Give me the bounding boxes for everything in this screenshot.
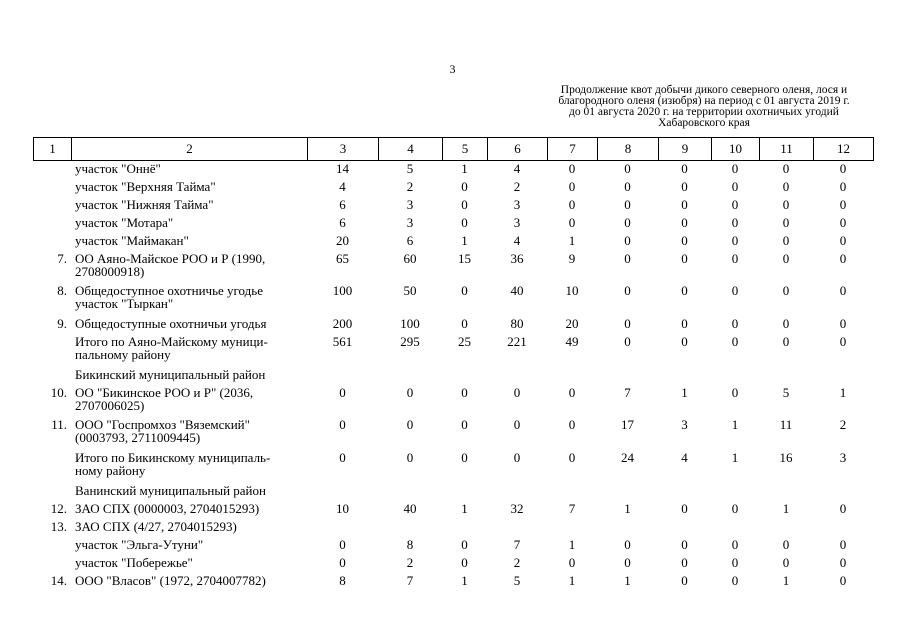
quota-value-col-5: 0 xyxy=(461,316,468,331)
row-name xyxy=(71,368,307,386)
row-name-line: Бикинский муниципальный район xyxy=(75,367,266,382)
quota-value-col-11: 11 xyxy=(779,417,793,432)
quota-value-col-8: 0 xyxy=(624,334,631,349)
quota-value-col-8 xyxy=(597,520,658,538)
quota-value-col-12: 0 xyxy=(839,233,847,248)
quota-value-col-9: 0 xyxy=(681,334,688,349)
row-name-line: ЗАО СПХ (4/27, 2704015293) xyxy=(75,519,237,534)
quota-value-col-3: 0 xyxy=(339,537,346,552)
quota-value-col-12 xyxy=(813,484,873,502)
quota-value-col-8: 1 xyxy=(624,501,631,516)
row-name xyxy=(71,484,307,502)
quota-value-col-4: 3 xyxy=(406,197,414,212)
quota-value-col-3: 65 xyxy=(336,251,349,266)
quota-value-col-7: 49 xyxy=(565,334,579,349)
quota-value-col-10: 0 xyxy=(731,179,739,194)
quota-value-col-11: 1 xyxy=(782,501,790,516)
quota-value-col-12: 0 xyxy=(839,215,847,230)
row-name-line: Итого по Аяно-Майскому муници- xyxy=(75,334,268,349)
row-name-line: ООО "Госпромхоз "Вяземский" xyxy=(75,417,250,432)
quota-value-col-5: 0 xyxy=(461,179,468,194)
quota-value-col-12: 0 xyxy=(839,283,847,298)
header-cell: 8 xyxy=(598,138,659,161)
quota-value-col-11 xyxy=(759,484,813,502)
quota-value-col-12: 2 xyxy=(839,417,847,432)
row-number: 13. xyxy=(50,519,67,534)
quota-value-col-11: 0 xyxy=(782,251,790,266)
quota-value-col-10 xyxy=(711,520,759,538)
quota-value-col-6 xyxy=(487,520,547,538)
header-cell: 6 xyxy=(488,138,548,161)
quota-value-col-12: 0 xyxy=(839,501,847,516)
quota-value-col-3: 561 xyxy=(332,334,353,349)
quota-value-col-12: 0 xyxy=(839,197,847,212)
quota-value-col-6: 5 xyxy=(513,573,521,588)
row-name-line: участок "Побережье" xyxy=(75,555,193,570)
quota-value-col-3: 200 xyxy=(332,316,353,331)
quota-value-col-10: 0 xyxy=(731,233,739,248)
quota-value-col-4 xyxy=(378,368,442,386)
quota-value-col-11: 0 xyxy=(782,537,790,552)
quota-value-col-9: 0 xyxy=(681,555,688,570)
row-name xyxy=(71,180,307,198)
quota-value-col-10 xyxy=(711,368,759,386)
quota-value-col-7 xyxy=(547,368,597,386)
quota-value-col-8: 1 xyxy=(624,573,631,588)
quota-value-col-7: 1 xyxy=(568,233,576,248)
header-cell: 5 xyxy=(443,138,488,161)
table-row xyxy=(33,335,873,368)
quota-value-col-4: 2 xyxy=(406,179,414,194)
row-number: 8. xyxy=(57,283,67,298)
quota-value-col-7: 0 xyxy=(568,215,576,230)
quota-value-col-9: 0 xyxy=(681,197,688,212)
quota-value-col-5: 25 xyxy=(458,334,471,349)
quota-value-col-7: 7 xyxy=(568,501,576,516)
header-cell: 2 xyxy=(72,138,308,161)
row-number xyxy=(33,556,71,574)
quota-value-col-11: 0 xyxy=(782,334,790,349)
table-row xyxy=(33,284,873,317)
quota-value-col-5 xyxy=(442,484,487,502)
row-name xyxy=(71,386,307,418)
quota-value-col-4: 0 xyxy=(406,385,414,400)
quota-value-col-9: 0 xyxy=(681,316,688,331)
quota-value-col-10: 0 xyxy=(731,537,739,552)
quota-value-col-11 xyxy=(759,520,813,538)
quota-value-col-3: 0 xyxy=(339,555,346,570)
quota-value-col-6: 80 xyxy=(510,316,524,331)
quota-value-col-5: 15 xyxy=(458,251,471,266)
row-number xyxy=(33,216,71,234)
row-name xyxy=(71,418,307,451)
quota-value-col-6 xyxy=(487,368,547,386)
table-row xyxy=(33,162,873,180)
quota-value-col-9: 4 xyxy=(681,450,688,465)
quota-value-col-5: 0 xyxy=(461,417,468,432)
quota-value-col-3 xyxy=(307,520,378,538)
quota-value-col-12: 0 xyxy=(839,555,847,570)
table-row xyxy=(33,502,873,520)
quota-value-col-8: 0 xyxy=(624,197,631,212)
quota-value-col-6: 4 xyxy=(513,161,521,176)
quota-value-col-6: 3 xyxy=(513,197,521,212)
quota-value-col-8 xyxy=(597,368,658,386)
quota-value-col-9 xyxy=(658,368,711,386)
quota-value-col-10: 0 xyxy=(731,334,739,349)
quota-value-col-5: 1 xyxy=(461,501,468,516)
quota-value-col-4 xyxy=(378,484,442,502)
quota-value-col-11: 0 xyxy=(782,161,790,176)
quota-value-col-6: 0 xyxy=(513,385,521,400)
quota-value-col-12: 3 xyxy=(839,450,847,465)
quota-value-col-4: 40 xyxy=(403,501,417,516)
quota-value-col-6: 2 xyxy=(513,555,521,570)
quota-value-col-7: 0 xyxy=(568,555,576,570)
quota-value-col-5 xyxy=(442,520,487,538)
quota-value-col-7: 10 xyxy=(565,283,579,298)
quota-value-col-12: 0 xyxy=(839,316,847,331)
quota-value-col-4: 0 xyxy=(406,417,414,432)
quota-value-col-8: 0 xyxy=(624,215,631,230)
quota-value-col-10: 1 xyxy=(731,450,739,465)
quota-value-col-11: 0 xyxy=(782,179,790,194)
row-name-line: участок "Эльга-Утуни" xyxy=(75,537,204,552)
quota-value-col-8: 17 xyxy=(621,417,634,432)
row-number xyxy=(33,198,71,216)
quota-value-col-9: 0 xyxy=(681,283,688,298)
quota-value-col-6: 0 xyxy=(513,450,521,465)
table-row xyxy=(33,574,873,592)
row-name xyxy=(71,162,307,180)
quota-value-col-11: 5 xyxy=(782,385,790,400)
header-cell: 7 xyxy=(548,138,598,161)
row-name-line: участок "Мотара" xyxy=(75,215,174,230)
quota-value-col-5: 1 xyxy=(461,573,468,588)
quota-value-col-9: 0 xyxy=(681,251,688,266)
quota-value-col-7: 9 xyxy=(568,251,576,266)
header-cell: 11 xyxy=(760,138,814,161)
row-name-line: участок "Маймакан" xyxy=(75,233,189,248)
row-name-line: пальному району xyxy=(75,347,171,362)
row-name-line: Ванинский муниципальный район xyxy=(75,483,266,498)
quota-value-col-6 xyxy=(487,484,547,502)
quota-value-col-3: 0 xyxy=(339,417,346,432)
quota-value-col-5: 0 xyxy=(461,197,468,212)
quota-value-col-8: 0 xyxy=(624,233,631,248)
table-row xyxy=(33,538,873,556)
quota-value-col-10: 0 xyxy=(731,501,739,516)
row-name-line: 2707006025) xyxy=(75,398,145,413)
quota-value-col-8: 0 xyxy=(624,283,631,298)
quota-value-col-12: 1 xyxy=(839,385,847,400)
quota-value-col-11: 0 xyxy=(782,283,790,298)
caption-line: Продолжение квот добычи дикого северного оленя, лося и xyxy=(560,84,848,96)
table-caption xyxy=(535,85,873,129)
quota-value-col-3: 14 xyxy=(336,161,349,176)
row-name xyxy=(71,556,307,574)
quota-value-col-3 xyxy=(307,368,378,386)
quota-value-col-9: 0 xyxy=(681,215,688,230)
header-cell: 1 xyxy=(34,138,72,161)
row-name xyxy=(71,252,307,284)
quota-value-col-4: 0 xyxy=(406,450,414,465)
table-row xyxy=(33,520,873,538)
quota-value-col-10: 0 xyxy=(731,573,739,588)
quota-value-col-12: 0 xyxy=(839,537,847,552)
quota-value-col-10: 0 xyxy=(731,251,739,266)
table-row xyxy=(33,317,873,335)
quota-value-col-12: 0 xyxy=(839,251,847,266)
quota-value-col-3: 8 xyxy=(339,573,346,588)
quota-value-col-7: 0 xyxy=(568,417,576,432)
table-row xyxy=(33,418,873,451)
quota-value-col-10: 0 xyxy=(731,283,739,298)
quota-value-col-11: 0 xyxy=(782,215,790,230)
row-number: 14. xyxy=(50,573,67,588)
header-cell: 10 xyxy=(712,138,760,161)
row-name-line: участок "Тыркан" xyxy=(75,296,174,311)
row-name xyxy=(71,335,307,368)
quota-value-col-9: 0 xyxy=(681,537,688,552)
row-name xyxy=(71,284,307,317)
quota-value-col-7 xyxy=(547,484,597,502)
row-name xyxy=(71,216,307,234)
row-name xyxy=(71,502,307,520)
table-row xyxy=(33,368,873,386)
quota-value-col-3: 100 xyxy=(332,283,353,298)
quota-value-col-5: 0 xyxy=(461,283,468,298)
row-name-line: ОО Аяно-Майское РОО и Р (1990, xyxy=(75,251,266,266)
quota-value-col-3: 0 xyxy=(339,450,346,465)
quota-value-col-7: 0 xyxy=(568,197,576,212)
row-number xyxy=(33,162,71,180)
quota-value-col-4 xyxy=(378,520,442,538)
quota-value-col-8: 24 xyxy=(621,450,634,465)
quota-value-col-4: 5 xyxy=(406,161,414,176)
table-row xyxy=(33,451,873,484)
table-row xyxy=(33,180,873,198)
row-number xyxy=(33,335,71,368)
quota-value-col-3: 4 xyxy=(339,179,346,194)
caption-line: благородного оленя (изюбря) на период с 01 августа 2019 г. xyxy=(558,95,850,107)
quota-value-col-6: 221 xyxy=(507,334,527,349)
header-cell: 12 xyxy=(814,138,874,161)
quota-value-col-7: 0 xyxy=(568,161,576,176)
quota-value-col-6: 0 xyxy=(513,417,521,432)
table-row xyxy=(33,252,873,284)
quota-value-col-7 xyxy=(547,520,597,538)
row-number xyxy=(33,538,71,556)
caption-line: до 01 августа 2020 г. на территории охотничьих угодий xyxy=(569,106,839,118)
quota-value-col-11: 1 xyxy=(782,573,790,588)
quota-value-col-12 xyxy=(813,368,873,386)
row-number: 9. xyxy=(57,316,67,331)
quota-value-col-12: 0 xyxy=(839,161,847,176)
quota-value-col-6: 40 xyxy=(510,283,524,298)
row-name xyxy=(71,451,307,484)
quota-value-col-5 xyxy=(442,368,487,386)
quota-value-col-9: 0 xyxy=(681,501,688,516)
row-name xyxy=(71,520,307,538)
quota-value-col-9: 0 xyxy=(681,573,688,588)
row-name-line: ОО "Бикинское РОО и Р" (2036, xyxy=(75,385,254,400)
header-cell: 3 xyxy=(308,138,379,161)
quota-value-col-8: 7 xyxy=(624,385,631,400)
quota-value-col-10: 0 xyxy=(731,161,739,176)
quota-value-col-3: 6 xyxy=(339,197,346,212)
row-name xyxy=(71,574,307,592)
row-name-line: ЗАО СПХ (0000003, 2704015293) xyxy=(75,501,260,516)
quota-value-col-5: 0 xyxy=(461,450,468,465)
row-name-line: участок "Нижняя Тайма" xyxy=(75,197,214,212)
quota-value-col-9 xyxy=(658,484,711,502)
header-cell: 9 xyxy=(659,138,712,161)
quota-table xyxy=(33,162,873,592)
column-number-header xyxy=(33,137,874,161)
quota-value-col-12: 0 xyxy=(839,334,847,349)
quota-value-col-8: 0 xyxy=(624,555,631,570)
quota-value-col-10: 0 xyxy=(731,197,739,212)
quota-value-col-11: 0 xyxy=(782,316,790,331)
quota-value-col-6: 7 xyxy=(513,537,521,552)
quota-value-col-9: 0 xyxy=(681,179,688,194)
quota-value-col-10: 0 xyxy=(731,316,739,331)
row-number xyxy=(33,368,71,386)
quota-value-col-3: 0 xyxy=(339,385,346,400)
quota-value-col-10: 0 xyxy=(731,555,739,570)
quota-value-col-7: 0 xyxy=(568,179,576,194)
quota-value-col-10: 1 xyxy=(731,417,739,432)
row-name xyxy=(71,317,307,335)
row-number: 10. xyxy=(50,385,67,400)
table-row xyxy=(33,198,873,216)
quota-value-col-4: 8 xyxy=(406,537,414,552)
quota-value-col-7: 1 xyxy=(568,537,576,552)
quota-value-col-11: 16 xyxy=(779,450,793,465)
row-number: 7. xyxy=(57,251,67,266)
quota-value-col-10: 0 xyxy=(731,385,739,400)
quota-value-col-5: 0 xyxy=(461,555,468,570)
row-name-line: 2708000918) xyxy=(75,264,145,279)
quota-value-col-8: 0 xyxy=(624,537,631,552)
header-cell: 4 xyxy=(379,138,443,161)
quota-value-col-6: 2 xyxy=(513,179,521,194)
quota-value-col-12: 0 xyxy=(839,179,847,194)
quota-value-col-10: 0 xyxy=(731,215,739,230)
row-name-line: (0003793, 2711009445) xyxy=(75,430,201,445)
row-number xyxy=(33,451,71,484)
row-name-line: участок "Оннё" xyxy=(75,161,161,176)
quota-value-col-3: 20 xyxy=(336,233,349,248)
quota-value-col-6: 32 xyxy=(510,501,524,516)
row-name-line: Итого по Бикинскому муниципаль- xyxy=(75,450,271,465)
quota-value-col-12 xyxy=(813,520,873,538)
quota-value-col-6: 4 xyxy=(513,233,521,248)
quota-value-col-4: 100 xyxy=(400,316,420,331)
row-number xyxy=(33,180,71,198)
quota-value-col-5: 1 xyxy=(461,233,468,248)
row-number: 11. xyxy=(51,417,67,432)
quota-value-col-10 xyxy=(711,484,759,502)
quota-value-col-6: 36 xyxy=(510,251,524,266)
quota-value-col-3: 6 xyxy=(339,215,346,230)
quota-value-col-4: 60 xyxy=(403,251,417,266)
table-row xyxy=(33,556,873,574)
quota-value-col-4: 3 xyxy=(406,215,414,230)
quota-value-col-8: 0 xyxy=(624,161,631,176)
table-row xyxy=(33,484,873,502)
quota-value-col-6: 3 xyxy=(513,215,521,230)
quota-value-col-8 xyxy=(597,484,658,502)
row-name-line: Общедоступные охотничьи угодья xyxy=(75,316,267,331)
quota-value-col-7: 20 xyxy=(565,316,579,331)
quota-value-col-4: 50 xyxy=(403,283,417,298)
row-name xyxy=(71,538,307,556)
quota-value-col-7: 0 xyxy=(568,450,576,465)
quota-value-col-4: 7 xyxy=(406,573,414,588)
row-name xyxy=(71,198,307,216)
quota-value-col-4: 2 xyxy=(406,555,414,570)
quota-value-col-7: 1 xyxy=(568,573,576,588)
quota-value-col-8: 0 xyxy=(624,179,631,194)
quota-value-col-11 xyxy=(759,368,813,386)
quota-value-col-5: 0 xyxy=(461,215,468,230)
quota-value-col-11: 0 xyxy=(782,555,790,570)
table-row xyxy=(33,386,873,418)
row-name xyxy=(71,234,307,252)
quota-value-col-3: 10 xyxy=(336,501,349,516)
quota-value-col-8: 0 xyxy=(624,251,631,266)
quota-value-col-3 xyxy=(307,484,378,502)
quota-value-col-4: 295 xyxy=(400,334,420,349)
quota-value-col-8: 0 xyxy=(624,316,631,331)
quota-value-col-9: 0 xyxy=(681,161,688,176)
row-name-line: ному району xyxy=(75,463,146,478)
quota-value-col-11: 0 xyxy=(782,197,790,212)
quota-value-col-9: 1 xyxy=(681,385,688,400)
row-number: 12. xyxy=(50,501,67,516)
quota-value-col-5: 0 xyxy=(461,385,468,400)
quota-value-col-9: 0 xyxy=(681,233,688,248)
table-row xyxy=(33,234,873,252)
quota-value-col-9 xyxy=(658,520,711,538)
caption-line: Хабаровского края xyxy=(658,117,750,129)
row-name-line: Общедоступное охотничье угодье xyxy=(75,283,263,298)
quota-value-col-12: 0 xyxy=(839,573,847,588)
quota-value-col-5: 1 xyxy=(461,161,468,176)
row-name-line: участок "Верхняя Тайма" xyxy=(75,179,216,194)
quota-value-col-9: 3 xyxy=(681,417,688,432)
table-row xyxy=(33,216,873,234)
quota-value-col-4: 6 xyxy=(406,233,414,248)
quota-value-col-7: 0 xyxy=(568,385,576,400)
row-number xyxy=(33,234,71,252)
row-name-line: ООО "Власов" (1972, 2704007782) xyxy=(75,573,266,588)
quota-value-col-5: 0 xyxy=(461,537,468,552)
quota-value-col-11: 0 xyxy=(782,233,790,248)
row-number xyxy=(33,484,71,502)
page-number: 3 xyxy=(449,62,456,76)
